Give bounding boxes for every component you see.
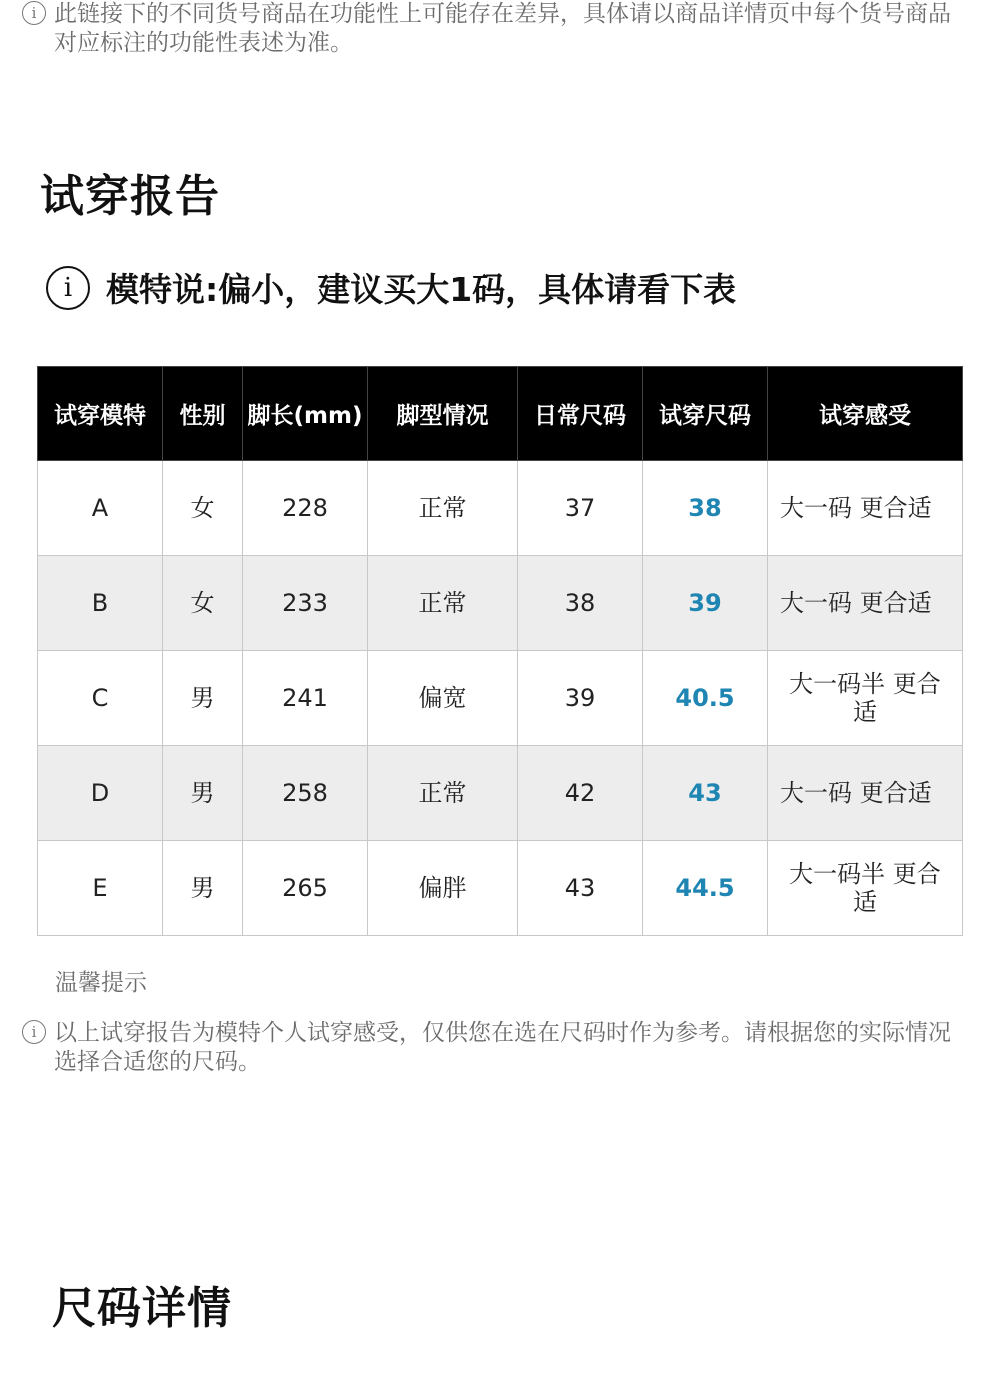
cell-daily-size: 38 — [518, 556, 643, 651]
fit-report-table — [37, 366, 963, 936]
info-icon: i — [22, 1, 46, 25]
function-disclaimer-text: 此链接下的不同货号商品在功能性上可能存在差异，具体请以商品详情页中每个货号商品对应标注的功能性表述为准。 — [54, 1, 951, 56]
function-disclaimer — [22, 0, 972, 58]
cell-daily-size: 43 — [518, 841, 643, 936]
size-details-title: 尺码详情 — [52, 1283, 232, 1334]
fit-report-title: 试穿报告 — [40, 171, 220, 222]
cell-gender: 男 — [163, 651, 243, 746]
cell-foot-type: 正常 — [368, 461, 518, 556]
cell-trial-size: 40.5 — [643, 651, 768, 746]
cell-foot-length: 258 — [243, 746, 368, 841]
cell-foot-type: 正常 — [368, 746, 518, 841]
model-says-text: 模特说:偏小，建议买大1码，具体请看下表 — [106, 270, 737, 309]
header-foot-type: 脚型情况 — [368, 367, 518, 461]
header-gender: 性别 — [163, 367, 243, 461]
cell-feeling: 大一码半 更合适 — [768, 651, 963, 746]
cell-foot-type: 偏胖 — [368, 841, 518, 936]
cell-foot-length: 265 — [243, 841, 368, 936]
cell-trial-size: 38 — [643, 461, 768, 556]
header-trial-size: 试穿尺码 — [643, 367, 768, 461]
cell-trial-size: 43 — [643, 746, 768, 841]
header-daily-size: 日常尺码 — [518, 367, 643, 461]
cell-model: C — [38, 651, 163, 746]
cell-gender: 男 — [163, 841, 243, 936]
fit-report-disclaimer-text: 以上试穿报告为模特个人试穿感受，仅供您在选在尺码时作为参考。请根据您的实际情况选择合适您的尺码。 — [54, 1020, 951, 1075]
cell-trial-size: 44.5 — [643, 841, 768, 936]
cell-daily-size: 37 — [518, 461, 643, 556]
table-row — [38, 461, 963, 556]
header-model: 试穿模特 — [38, 367, 163, 461]
table-row — [38, 556, 963, 651]
cell-model: B — [38, 556, 163, 651]
cell-foot-length: 228 — [243, 461, 368, 556]
fit-report-disclaimer — [22, 1019, 972, 1077]
cell-feeling: 大一码 更合适 — [768, 746, 963, 841]
info-icon: i — [46, 266, 90, 310]
table-row — [38, 746, 963, 841]
cell-foot-type: 正常 — [368, 556, 518, 651]
cell-feeling: 大一码 更合适 — [768, 556, 963, 651]
cell-model: A — [38, 461, 163, 556]
table-row — [38, 841, 963, 936]
cell-gender: 女 — [163, 556, 243, 651]
cell-foot-type: 偏宽 — [368, 651, 518, 746]
cell-daily-size: 39 — [518, 651, 643, 746]
table-header-row — [38, 367, 963, 461]
cell-daily-size: 42 — [518, 746, 643, 841]
header-feeling: 试穿感受 — [768, 367, 963, 461]
cell-foot-length: 233 — [243, 556, 368, 651]
cell-gender: 女 — [163, 461, 243, 556]
cell-gender: 男 — [163, 746, 243, 841]
cell-model: E — [38, 841, 163, 936]
cell-feeling: 大一码 更合适 — [768, 461, 963, 556]
info-icon: i — [22, 1020, 46, 1044]
header-foot-length: 脚长(mm) — [243, 367, 368, 461]
tip-label: 温馨提示 — [55, 970, 147, 996]
cell-model: D — [38, 746, 163, 841]
cell-trial-size: 39 — [643, 556, 768, 651]
table-row — [38, 651, 963, 746]
model-says-banner — [46, 264, 736, 311]
cell-feeling: 大一码半 更合适 — [768, 841, 963, 936]
cell-foot-length: 241 — [243, 651, 368, 746]
